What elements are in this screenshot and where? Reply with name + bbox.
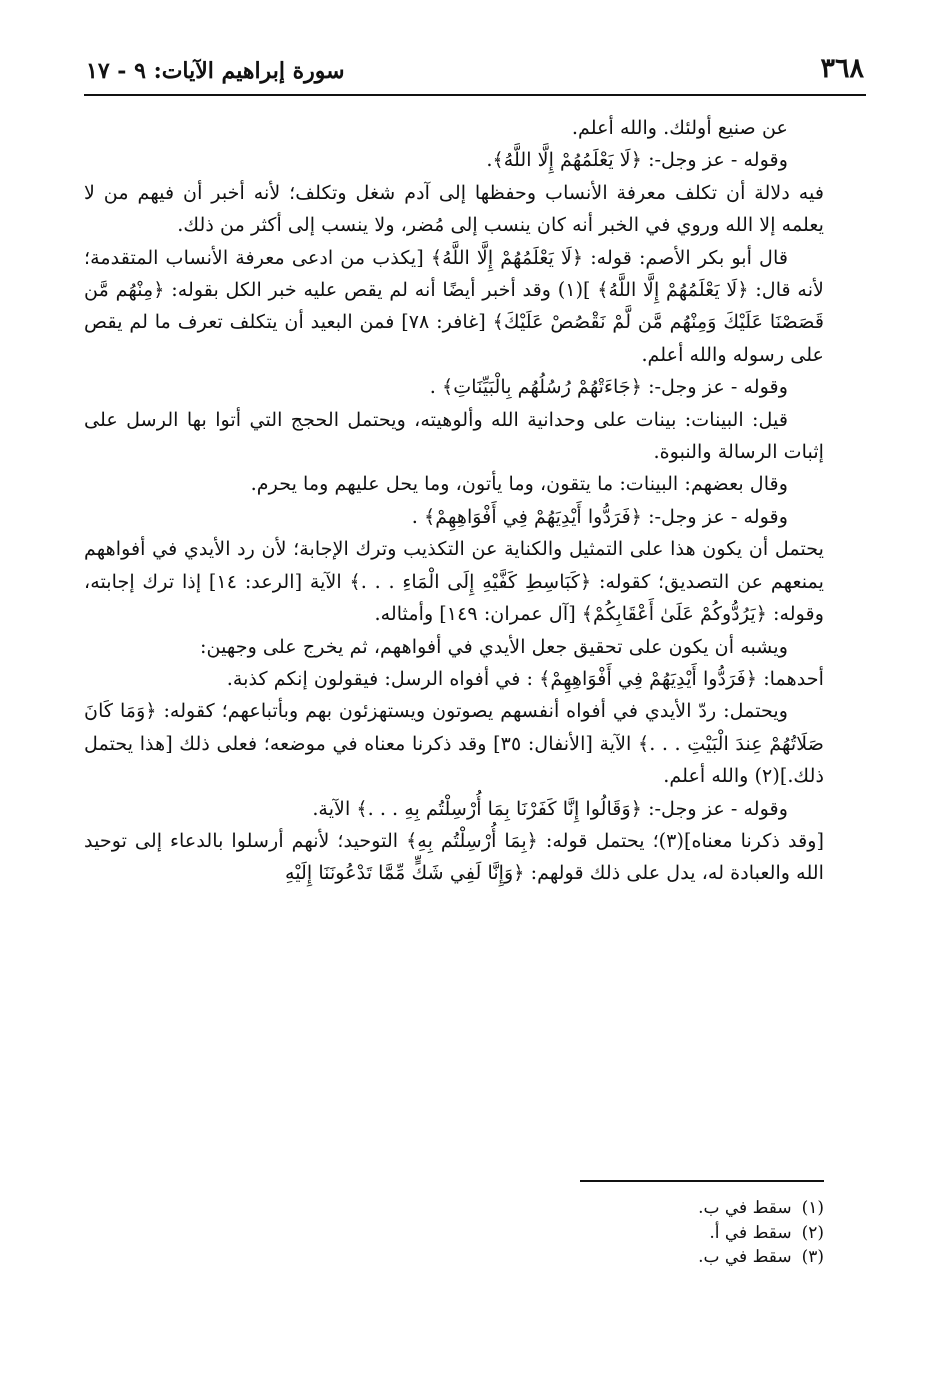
paragraph: قيل: البينات: بينات على وحدانية الله وألوهيته، ويحتمل الحجج التي أتوا بها الرسل على إثبات الرسالة والنبوة. bbox=[84, 407, 824, 464]
body-text bbox=[84, 112, 824, 890]
paragraph: وقوله - عز وجل-: ﴿لَا يَعْلَمُهُمْ إِلَّا اللَّهُ﴾. bbox=[486, 148, 788, 172]
paragraph: ويحتمل: ردّ الأيدي في أفواه أنفسهم يصوتون ويستهزئون بهم وبأتباعهم؛ كقوله: ﴿وَمَا كَانَ صَلَاتُهُمْ عِندَ الْبَيْتِ . . .﴾ الآية [الأنفال: ٣٥] وقد ذكرنا معناه في موضعه؛ فعلى ذلك [هذا يحتمل ذلك.](٢) والله أعلم. bbox=[84, 699, 824, 788]
paragraph: فيه دلالة أن تكلف معرفة الأنساب وحفظها إلى آدم شغل وتكلف؛ لأنه أخبر أن فيهم من لا يعلمه إلا الله وروي في الخبر أنه كان ينسب إلى مُضر، ولا ينسب إلى أكثر من ذلك. bbox=[84, 180, 824, 237]
footnote-text: سقط في أ. bbox=[709, 1222, 792, 1243]
paragraph: قال أبو بكر الأصم: قوله: ﴿لَا يَعْلَمُهُمْ إِلَّا اللَّهُ﴾ [يكذب من ادعى معرفة الأنساب المتقدمة؛ لأنه قال: ﴿لَا يَعْلَمُهُمْ إِلَّا اللَّهُ﴾ ](١) وقد أخبر أيضًا أنه لم يقص عليه خبر الكل بقوله: ﴿مِنْهُم مَّن قَصَصْنَا عَلَيْكَ وَمِنْهُم مَّن لَّمْ نَقْصُصْ عَلَيْكَ﴾ [غافر: ٧٨] فمن البعيد أن يتكلف تعرف ما لم يقص على رسوله والله أعلم. bbox=[84, 245, 825, 366]
footnote-divider bbox=[580, 1180, 824, 1182]
footnotes bbox=[524, 1196, 824, 1270]
page-number: ٣٦٨ bbox=[820, 53, 864, 84]
paragraph: وقال بعضهم: البينات: ما يتقون، وما يأتون، وما يحل عليهم وما يحرم. bbox=[250, 472, 788, 496]
paragraph: وقوله - عز وجل-: ﴿وَقَالُوا إِنَّا كَفَرْنَا بِمَا أُرْسِلْتُم بِهِ . . .﴾ الآية. bbox=[312, 796, 788, 820]
paragraph: وقوله - عز وجل-: ﴿فَرَدُّوا أَيْدِيَهُمْ فِي أَفْوَاهِهِمْ﴾ . bbox=[411, 504, 788, 528]
paragraph: عن صنيع أولئك. والله أعلم. bbox=[571, 116, 788, 139]
paragraph: أحدهما: ﴿فَرَدُّوا أَيْدِيَهُمْ فِي أَفْوَاهِهِمْ﴾ : في أفواه الرسل: فيقولون إنكم كذبة. bbox=[226, 666, 824, 690]
footnote-item bbox=[524, 1221, 824, 1246]
page-header bbox=[84, 48, 866, 96]
paragraph: [وقد ذكرنا معناه](٣)؛ يحتمل قوله: ﴿بِمَا أُرْسِلْتُم بِهِ﴾ التوحيد؛ لأنهم أرسلوا بالدعاء إلى توحيد الله والعبادة له، يدل على ذلك قولهم: ﴿وَإِنَّا لَفِي شَكٍّ مِّمَّا تَدْعُونَنَا إِلَيْهِ bbox=[84, 828, 824, 885]
footnote-text: سقط في ب. bbox=[698, 1198, 792, 1218]
running-title: سورة إبراهيم الآيات: ٩ - ١٧ bbox=[86, 58, 345, 84]
footnote-item bbox=[524, 1196, 824, 1221]
footnote-item bbox=[524, 1245, 824, 1270]
paragraph: وقوله - عز وجل-: ﴿جَاءَتْهُمْ رُسُلُهُم بِالْبَيِّنَاتِ﴾ . bbox=[429, 375, 788, 399]
footnote-number: (٢) bbox=[801, 1222, 824, 1243]
footnote-number: (٣) bbox=[801, 1247, 824, 1267]
footnote-text: سقط في ب. bbox=[698, 1247, 792, 1267]
footnote-number: (١) bbox=[801, 1198, 824, 1218]
paragraph: يحتمل أن يكون هذا على التمثيل والكناية عن التكذيب وترك الإجابة؛ لأن رد الأيدي في أفواههم يمنعهم عن التصديق؛ كقوله: ﴿كَبَاسِطِ كَفَّيْهِ إِلَى الْمَاءِ . . .﴾ الآية [الرعد: ١٤] إذا ترك إجابته، وقوله: ﴿يَرُدُّوكُمْ عَلَىٰ أَعْقَابِكُمْ﴾ [آل عمران: ١٤٩] وأمثاله. bbox=[84, 537, 824, 626]
paragraph: ويشبه أن يكون على تحقيق جعل الأيدي في أفواههم، ثم يخرج على وجهين: bbox=[200, 634, 788, 658]
